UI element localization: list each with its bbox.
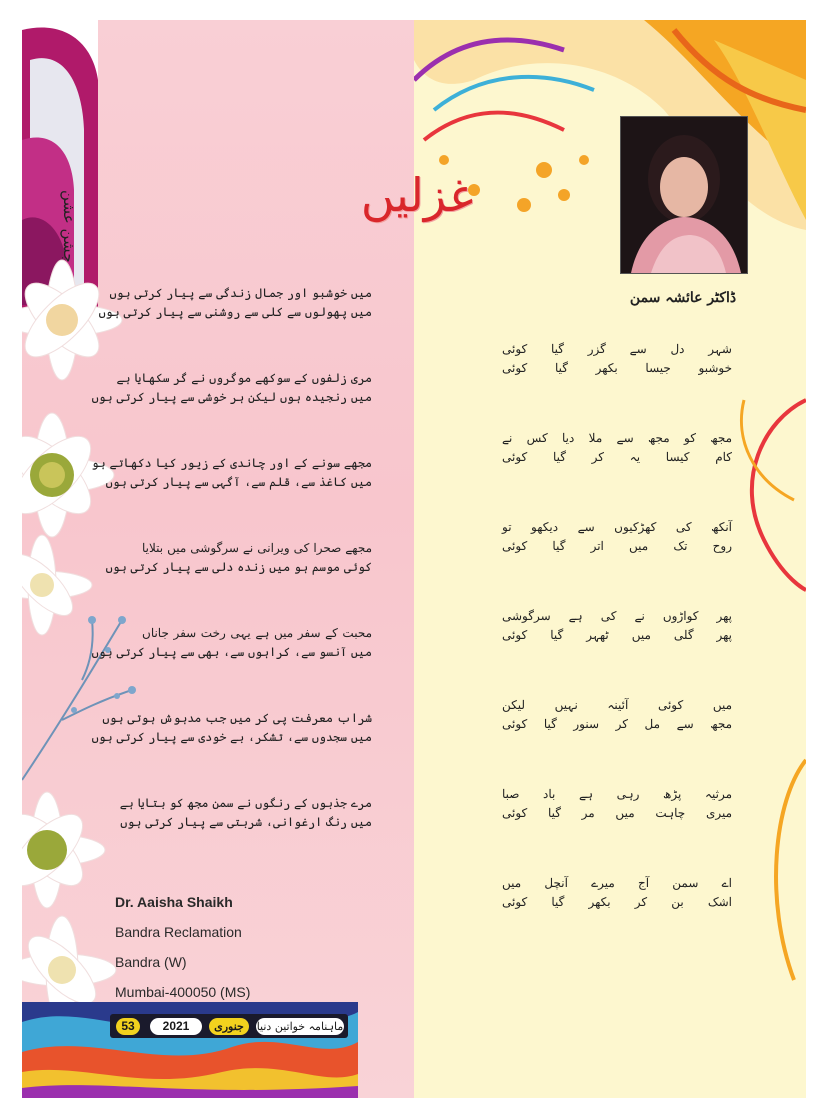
- verse-line: میں کوئی آئینہ نہیں لیکن: [502, 698, 732, 712]
- side-banner-text: جشن عشن: [60, 190, 78, 263]
- stanza: [98, 284, 372, 369]
- verse-line: مجھ کو مجھ سے ملا دیا کس نے: [502, 431, 732, 445]
- verse-line: مری زلفوں کے سوکھے موگروں نے گر سکھایا ہے: [116, 371, 372, 385]
- verse-line: پھر گلی میں ٹھہر گیا کوئی: [502, 628, 732, 642]
- verse-line: پھر کواڑوں نے کی ہے سرگوشی: [502, 609, 732, 623]
- verse-line: آنکھ کی کھڑکیوں سے دیکھو تو: [502, 520, 732, 534]
- stanza: [502, 785, 732, 874]
- verse-line: کوئی موسم ہو میں زندہ دلی سے پیار کرتی ہوں: [105, 560, 372, 574]
- stanza: [91, 709, 372, 794]
- verse-line: میں رنگ ارغوانی، شربتی سے پیار کرتی ہوں: [120, 815, 372, 829]
- verse-line: مجھے سونے کے اور چاندی کے زیور کیا دکھاتے ہو: [91, 456, 372, 470]
- issue-month: جنوری: [209, 1018, 249, 1035]
- magazine-name: ماہنامہ خواتین دنیا: [256, 1020, 344, 1033]
- poet-portrait-icon: [621, 117, 747, 273]
- verse-line: مجھ سے مل کر سنور گیا کوئی: [502, 717, 732, 731]
- address-line: Bandra Reclamation: [115, 924, 242, 940]
- verse-line: اشک بن کر بکھر گیا کوئی: [502, 895, 732, 909]
- stanza: [91, 624, 372, 709]
- stanza: [502, 874, 732, 963]
- verse-line: میں آنسو سے، کراہوں سے، بھی سے پیار کرتی ہوں: [91, 645, 372, 659]
- stanza: [502, 340, 732, 429]
- address-line: Mumbai-400050 (MS): [115, 984, 251, 1000]
- stanza: [502, 607, 732, 696]
- magazine-page: [22, 20, 806, 1098]
- stanza: [119, 794, 372, 879]
- verse-line: میں کاغذ سے، قلم سے، آگہی سے پیار کرتی ہوں: [105, 475, 372, 489]
- verse-line: میں پھولوں سے کلی سے روشنی سے پیار کرتی ہوں: [98, 305, 372, 319]
- verse-line: میں رنجیدہ ہوں لیکن ہر خوشی سے پیار کرتی ہوں: [91, 390, 372, 404]
- verse-line: شراب معرفت پی کر میں جب مدہوش ہوتی ہوں: [102, 711, 372, 725]
- stanza: [91, 454, 372, 539]
- left-ghazal: [91, 284, 372, 879]
- verse-line: میں خوشبو اور جمال زندگی سے پیار کرتی ہوں: [109, 286, 372, 300]
- page-title: غزلیں: [360, 168, 474, 222]
- poet-photo: [620, 116, 748, 274]
- verse-line: اے سمن آج میرے آنچل میں: [502, 876, 732, 890]
- right-ghazal: [502, 340, 732, 963]
- verse-line: میری چاہت میں مر گیا کوئی: [502, 806, 732, 820]
- address-line: Bandra (W): [115, 954, 187, 970]
- verse-line: میں سجدوں سے، تشکر، بے خودی سے پیار کرتی ہوں: [91, 730, 372, 744]
- verse-line: شہر دل سے گزر گیا کوئی: [502, 342, 732, 356]
- stanza: [502, 696, 732, 785]
- verse-line: روح تک میں اتر گیا کوئی: [502, 539, 732, 553]
- verse-line: محبت کے سفر میں ہے یہی رخت سفر جاناں: [142, 626, 372, 640]
- stanza: [502, 429, 732, 518]
- verse-line: مجھے صحرا کی ویرانی نے سرگوشی میں بتلایا: [142, 541, 372, 555]
- page-number: 53: [116, 1018, 140, 1035]
- stanza: [105, 539, 372, 624]
- stanza: [91, 369, 372, 454]
- verse-line: خوشبو جیسا بکھر گیا کوئی: [502, 361, 732, 375]
- poet-name: ڈاکٹر عائشہ سمن: [629, 290, 737, 306]
- stanza: [502, 518, 732, 607]
- verse-line: مرے جذبوں کے رنگوں نے سمن مجھ کو بتایا ہے: [119, 796, 372, 810]
- poet-address: [115, 892, 315, 1012]
- verse-line: کام کیسا یہ کر گیا کوئی: [502, 450, 732, 464]
- address-name: Dr. Aaisha Shaikh: [115, 894, 233, 910]
- issue-year: 2021: [150, 1018, 202, 1035]
- verse-line: مرثیہ پڑھ رہی ہے باد صبا: [502, 787, 732, 801]
